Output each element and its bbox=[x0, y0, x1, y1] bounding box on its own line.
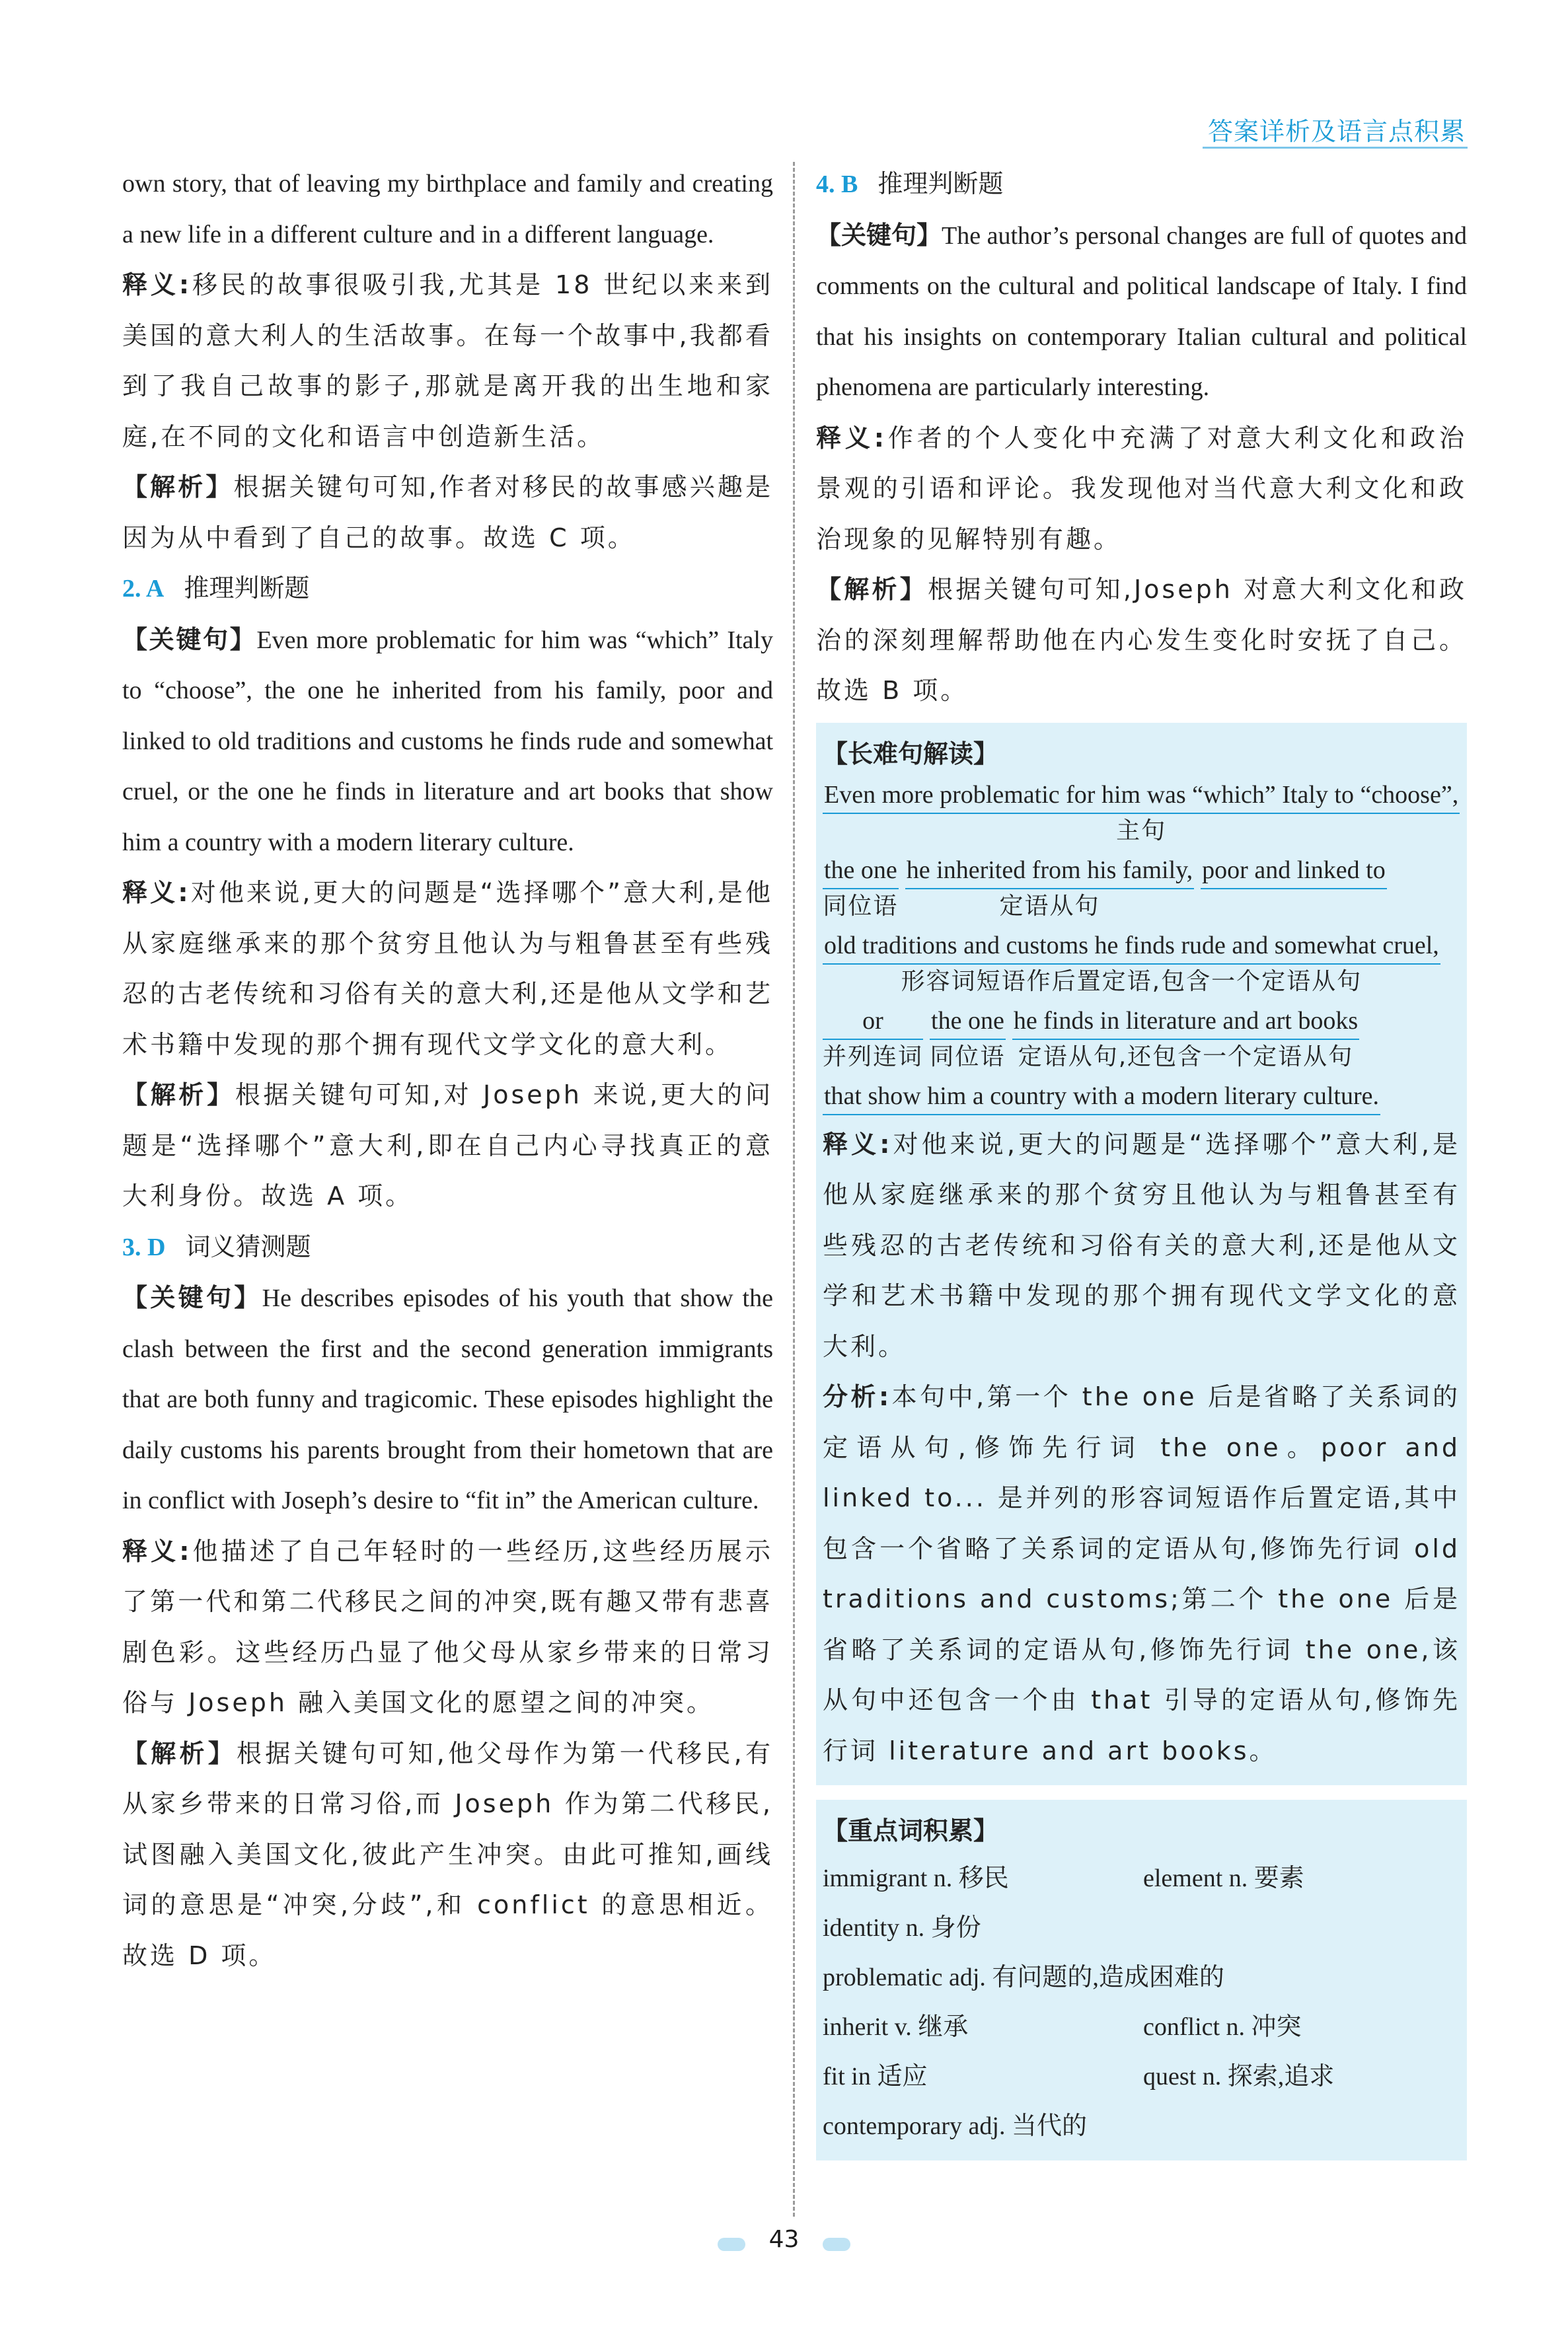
segment-label: 并列连词 bbox=[823, 1043, 924, 1070]
q4-analysis: 【解析】根据关键句可知,Joseph 对意大利文化和政治的深刻理解帮助他在内心发生变化时安抚了自己。故选 B 项。 bbox=[816, 575, 1467, 705]
page-number: 43 bbox=[768, 2226, 800, 2253]
q2-analysis: 【解析】根据关键句可知,对 Joseph 来说,更大的问题是“选择哪个”意大利,即在自己内心寻找真正的意大利身份。故选 A 项。 bbox=[122, 1080, 773, 1210]
q3-heading: 3. D 词义猜测题 bbox=[122, 1232, 311, 1261]
vocab-item: fit in 适应 bbox=[823, 2063, 928, 2090]
sentence-segment bbox=[930, 1003, 1006, 1074]
sentence-segment bbox=[1201, 852, 1387, 889]
segment-text: poor and linked to bbox=[1201, 852, 1387, 889]
q4-heading: 4. B 推理判断题 bbox=[816, 169, 1004, 198]
vocab-title: 【重点词积累】 bbox=[823, 1816, 999, 1845]
vocab-grid bbox=[823, 1854, 1460, 2151]
q4-key: 【关键句】The author’s personal changes are full of quotes and comments on the cultural and political landscape of Italy. I find that his insights on contemporary Italian cultural and political phenomena are particularly interesting. bbox=[816, 220, 1467, 401]
vocab-box bbox=[816, 1800, 1467, 2160]
long-translation: 释义:对他来说,更大的问题是“选择哪个”意大利,是他从家庭继承来的那个贫穷且他认为与粗鲁甚至有些残忍的古老传统和习俗有关的意大利,还是他从文学和艺术书籍中发现的那个拥有现代文学文化的意大利。 bbox=[823, 1129, 1460, 1361]
seg-line-5 bbox=[823, 1078, 1460, 1115]
page-pill-right bbox=[823, 2238, 850, 2251]
section-tag: 答案详析及语言点积累 bbox=[1207, 117, 1466, 146]
sentence-segment bbox=[823, 1003, 923, 1074]
vocab-item: element n. 要素 bbox=[1143, 1864, 1304, 1892]
vocab-item: contemporary adj. 当代的 bbox=[823, 2112, 1087, 2140]
q2-key: 【关键句】Even more problematic for him was “which” Italy to “choose”, the one he inherited from his family, poor and linked to old traditions and customs he finds rude and somewhat cruel, or the one he finds in literature and art books that show him a country with a modern literary culture. bbox=[122, 624, 773, 856]
sentence-segment bbox=[823, 852, 899, 924]
vocab-item: conflict n. 冲突 bbox=[1143, 2013, 1302, 2041]
vocab-item: inherit v. 继承 bbox=[823, 2013, 969, 2041]
header-rule bbox=[1203, 147, 1468, 149]
long-sentence-box bbox=[816, 723, 1467, 1786]
vocab-item: quest n. 探索,追求 bbox=[1143, 2063, 1335, 2090]
column-divider bbox=[793, 162, 795, 2217]
q1-analysis: 【解析】根据关键句可知,作者对移民的故事感兴趣是因为从中看到了自己的故事。故选 C 项。 bbox=[122, 472, 773, 552]
footer bbox=[0, 2223, 1568, 2256]
sentence-segment bbox=[823, 1078, 1380, 1115]
seg-line-4 bbox=[823, 1003, 1460, 1074]
segment-text: Even more problematic for him was “which” Italy to “choose”, bbox=[823, 777, 1460, 814]
seg-line-3 bbox=[823, 928, 1460, 999]
sentence-segment bbox=[905, 852, 1194, 924]
sentence-segment bbox=[823, 928, 1440, 999]
segment-label: 定语从句 bbox=[999, 892, 1100, 920]
sentence-segment bbox=[823, 777, 1460, 848]
q3-analysis: 【解析】根据关键句可知,他父母作为第一代移民,有从家乡带来的日常习俗,而 Joseph 作为第二代移民,试图融入美国文化,彼此产生冲突。由此可推知,画线词的意思是“冲突,分歧”,和 conflict 的意思相近。故选 D 项。 bbox=[122, 1738, 773, 1970]
segment-text: that show him a country with a modern literary culture. bbox=[823, 1078, 1380, 1115]
segment-label: 同位语 bbox=[823, 892, 899, 920]
q2-translation: 释义:对他来说,更大的问题是“选择哪个”意大利,是他从家庭继承来的那个贫穷且他认为与粗鲁甚至有些残忍的古老传统和习俗有关的意大利,还是他从文学和艺术书籍中发现的那个拥有现代文学文化的意大利。 bbox=[122, 878, 773, 1059]
q3-key: 【关键句】He describes episodes of his youth that show the clash between the first and the second generation immigrants that are both funny and tragicomic. These episodes highlight the daily customs his parents brought from their hometown that are in conflict with Joseph’s desire to “fit in” the American culture. bbox=[122, 1283, 773, 1514]
long-sentence-title: 【长难句解读】 bbox=[823, 739, 999, 768]
segment-text: he inherited from his family, bbox=[905, 852, 1194, 889]
q3-translation: 释义:他描述了自己年轻时的一些经历,这些经历展示了第一代和第二代移民之间的冲突,既有趣又带有悲喜剧色彩。这些经历凸显了他父母从家乡带来的日常习俗与 Joseph 融入美国文化的愿望之间的冲突。 bbox=[122, 1536, 773, 1717]
segment-text: he finds in literature and art books bbox=[1012, 1003, 1359, 1040]
q2-heading: 2. A 推理判断题 bbox=[122, 573, 310, 603]
seg-line-2 bbox=[823, 852, 1460, 924]
segment-text: the one bbox=[823, 852, 899, 889]
vocab-item: problematic adj. 有问题的,造成困难的 bbox=[823, 1964, 1224, 1991]
right-column bbox=[816, 159, 1467, 2160]
seg-line-1 bbox=[823, 777, 1460, 848]
segment-text: old traditions and customs he finds rude and somewhat cruel, bbox=[823, 928, 1440, 965]
long-analysis: 分析:本句中,第一个 the one 后是省略了关系词的定语从句,修饰先行词 the one。poor and linked to... 是并列的形容词短语作后置定语,其中包含一个省略了关系词的定语从句,修饰先行词 old traditions and customs;第二个 the one 后是省略了关系词的定语从句,修饰先行词 the one,该从句中还包含一个由 that 引导的定语从句,修饰先行词 literature and art books。 bbox=[823, 1382, 1460, 1765]
segment-label: 形容词短语作后置定语,包含一个定语从句 bbox=[901, 967, 1363, 995]
sentence-segment bbox=[1012, 1003, 1359, 1074]
segment-label: 主句 bbox=[1116, 817, 1167, 844]
q1-translation: 释义:移民的故事很吸引我,尤其是 18 世纪以来来到美国的意大利人的生活故事。在每一个故事中,我都看到了我自己故事的影子,那就是离开我的出生地和家庭,在不同的文化和语言中创造新生活。 bbox=[122, 270, 773, 451]
vocab-item bbox=[1143, 1903, 1454, 1953]
page-pill-left bbox=[718, 2238, 745, 2251]
segment-text: or bbox=[823, 1003, 923, 1040]
q1-key-cont: own story, that of leaving my birthplace and family and creating a new life in a different culture and in a different language. bbox=[122, 170, 773, 248]
segment-text: the one bbox=[930, 1003, 1006, 1040]
vocab-item: immigrant n. 移民 bbox=[823, 1864, 1009, 1892]
q4-translation: 释义:作者的个人变化中充满了对意大利文化和政治景观的引语和评论。我发现他对当代意大利文化和政治现象的见解特别有趣。 bbox=[816, 423, 1467, 554]
vocab-item: identity n. 身份 bbox=[823, 1914, 981, 1942]
segment-label: 同位语 bbox=[930, 1043, 1006, 1070]
segment-label: 定语从句,还包含一个定语从句 bbox=[1018, 1043, 1354, 1070]
left-column bbox=[122, 159, 773, 1981]
